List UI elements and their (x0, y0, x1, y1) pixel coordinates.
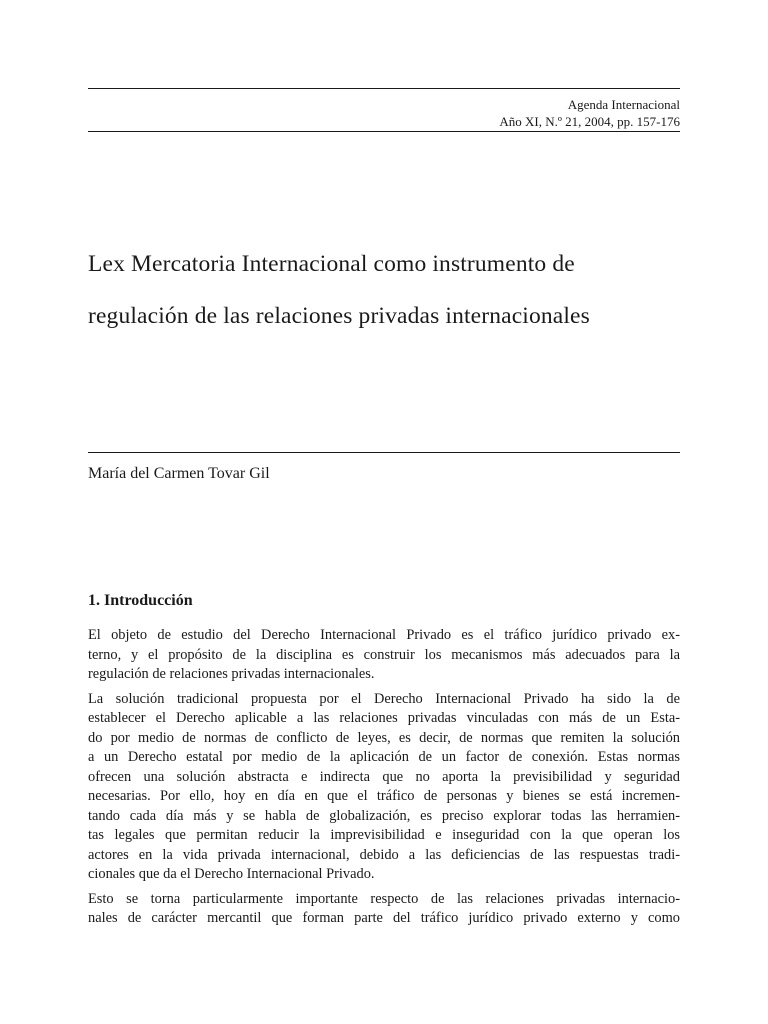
paragraph (88, 690, 680, 885)
text-line: regulación de relaciones privadas internacionales. (88, 666, 375, 682)
title-line: Lex Mercatoria Internacional como instrumento de (88, 251, 575, 277)
title-line: regulación de las relaciones privadas internacionales (88, 303, 590, 329)
header-bottom-rule (88, 131, 680, 132)
author-name: María del Carmen Tovar Gil (88, 465, 270, 482)
text-line: actores en la vida privada internacional, debido a las deficiencias de las respuestas tradi- (88, 846, 680, 863)
text-line: terno, y el propósito de la disciplina es construir los mecanismos más adecuados para la (88, 646, 680, 663)
paragraph (88, 626, 680, 685)
text-line: El objeto de estudio del Derecho Internacional Privado es el tráfico jurídico privado ex- (88, 627, 680, 643)
header-top-rule (88, 88, 680, 89)
text-line: La solución tradicional propuesta por el Derecho Internacional Privado ha sido la de (88, 690, 680, 707)
text-line: tas legales que permitan reducir la imprevisibilidad e inseguridad con la que operan los (88, 827, 680, 843)
section-heading: 1. Introducción (88, 592, 193, 609)
text-line: establecer el Derecho aplicable a las relaciones privadas vinculadas con más de un Esta- (88, 710, 680, 726)
text-line: ofrecen una solución abstracta e indirecta que no aporta la previsibilidad y seguridad (88, 768, 680, 785)
text-line: a un Derecho estatal por medio de la aplicación de un factor de conexión. Estas normas (88, 749, 680, 765)
text-line: do por medio de normas de conflicto de leyes, es decir, de normas que remiten la solución (88, 729, 680, 746)
text-line: nales de carácter mercantil que forman parte del tráfico jurídico privado externo y como (88, 910, 680, 926)
journal-name: Agenda Internacional (567, 97, 680, 112)
text-line: cionales que da el Derecho Internacional Privado. (88, 866, 375, 882)
author-rule (88, 452, 680, 453)
paragraph (88, 890, 680, 929)
text-line: necesarias. Por ello, hoy en día en que el tráfico de personas y bienes se está incremen- (88, 788, 680, 804)
body-text (88, 626, 680, 934)
running-header (88, 96, 680, 130)
journal-citation: Año XI, N.º 21, 2004, pp. 157-176 (499, 114, 680, 129)
text-line: Esto se torna particularmente importante respecto de las relaciones privadas internacio- (88, 890, 680, 907)
text-line: tando cada día más y se habla de globalización, es preciso explorar todas las herramien- (88, 807, 680, 824)
article-title (88, 238, 688, 342)
